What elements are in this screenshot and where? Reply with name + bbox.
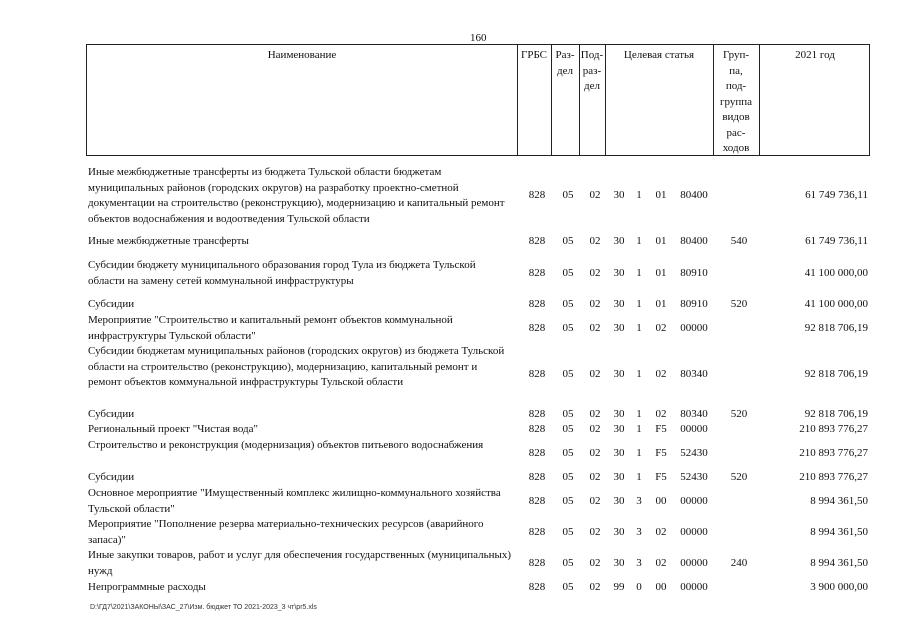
row-target-program: 30 [613,267,625,279]
header-razdel: Раз- дел [555,49,575,77]
table-row [88,258,868,289]
row-target-program: 30 [613,471,625,483]
row-grbs: 828 [528,408,546,420]
row-target-event: 01 [655,189,667,201]
row-name: Основное мероприятие "Имущественный комплекс жилищно-коммунального хозяйства Тульской области" [88,487,501,515]
row-target-program: 30 [613,495,625,507]
row-podrazdel: 02 [589,495,601,507]
row-name: Иные закупки товаров, работ и услуг для обеспечения государственных (муниципальных) нужд [88,549,512,577]
row-podrazdel: 02 [589,235,601,247]
row-grbs: 828 [528,189,546,201]
row-target-event: 01 [655,267,667,279]
row-amount: 92 818 706,19 [804,368,868,380]
row-target-program: 30 [613,368,625,380]
row-amount: 8 994 361,50 [810,526,868,538]
row-name: Мероприятие "Пополнение резерва материально-технических ресурсов (аварийного запаса)" [88,518,484,546]
row-target-subprogram: 1 [636,322,642,334]
header-year: 2021 год [795,49,835,61]
row-razdel: 05 [562,189,574,201]
row-razdel: 05 [562,423,574,435]
row-target-program: 30 [613,447,625,459]
row-amount: 210 893 776,27 [799,471,868,483]
row-grbs: 828 [528,235,546,247]
row-target-event: 02 [655,368,667,380]
row-target-subprogram: 1 [636,447,642,459]
row-target-event: F5 [655,471,667,483]
row-name: Мероприятие "Строительство и капитальный ремонт объектов коммунальной инфраструктуры Тульской области" [88,314,453,342]
row-target-direction: 52430 [680,447,708,459]
row-target-event: 00 [655,495,667,507]
row-razdel: 05 [562,581,574,593]
row-target-event: 01 [655,298,667,310]
row-amount: 3 900 000,00 [810,581,868,593]
table-row [88,438,868,469]
row-target-event: 02 [655,526,667,538]
row-grbs: 828 [528,368,546,380]
row-podrazdel: 02 [589,526,601,538]
page-number: 160 [470,32,487,44]
row-amount: 61 749 736,11 [805,235,868,247]
table-row [88,344,868,406]
row-target-event: F5 [655,447,667,459]
row-target-direction: 00000 [680,322,708,334]
row-target-direction: 80400 [680,189,708,201]
row-target-program: 30 [613,526,625,538]
row-podrazdel: 02 [589,581,601,593]
row-name: Строительство и реконструкция (модернизация) объектов питьевого водоснабжения [88,439,484,451]
file-path-footer: D:\ГД7\2021\ЗАКОНЫ\ЗАС_27\Изм. бюджет ТО 2021-2023_3 чт\pr5.xls [90,604,317,611]
row-group: 540 [730,235,748,247]
row-target-subprogram: 1 [636,189,642,201]
row-podrazdel: 02 [589,423,601,435]
row-name: Субсидии бюджету муниципального образования город Тула из бюджета Тульской области на замену сетей коммунальной инфраструктуры [88,259,476,287]
row-podrazdel: 02 [589,189,601,201]
row-name: Субсидии [88,471,135,483]
row-target-subprogram: 3 [636,526,642,538]
row-target-subprogram: 3 [636,495,642,507]
row-target-subprogram: 1 [636,423,642,435]
row-name: Непрограммные расходы [88,581,206,593]
row-amount: 210 893 776,27 [799,447,868,459]
row-podrazdel: 02 [589,471,601,483]
row-razdel: 05 [562,322,574,334]
row-target-subprogram: 0 [636,581,642,593]
row-grbs: 828 [528,423,546,435]
row-amount: 8 994 361,50 [810,557,868,569]
row-target-direction: 00000 [680,526,708,538]
header-name: Наименование [267,49,337,61]
row-grbs: 828 [528,267,546,279]
row-razdel: 05 [562,267,574,279]
row-razdel: 05 [562,471,574,483]
row-group: 240 [730,557,748,569]
row-name: Иные межбюджетные трансферты [88,235,249,247]
row-target-program: 30 [613,423,625,435]
row-grbs: 828 [528,526,546,538]
row-target-subprogram: 1 [636,298,642,310]
row-target-direction: 80340 [680,368,708,380]
row-amount: 8 994 361,50 [810,495,868,507]
table-row [88,580,868,596]
row-target-program: 99 [613,581,625,593]
row-grbs: 828 [528,447,546,459]
row-razdel: 05 [562,298,574,310]
row-razdel: 05 [562,557,574,569]
row-grbs: 828 [528,298,546,310]
row-target-program: 30 [613,189,625,201]
table-row [88,486,868,517]
row-group: 520 [730,471,748,483]
row-razdel: 05 [562,495,574,507]
row-target-event: 02 [655,408,667,420]
row-name: Субсидии [88,298,135,310]
row-podrazdel: 02 [589,298,601,310]
row-target-direction: 00000 [680,423,708,435]
table-row [88,422,868,438]
row-target-direction: 00000 [680,495,708,507]
row-target-event: F5 [655,423,667,435]
row-podrazdel: 02 [589,557,601,569]
row-amount: 92 818 706,19 [804,322,868,334]
header-target: Целевая статья [623,49,695,61]
row-target-event: 02 [655,557,667,569]
row-target-subprogram: 1 [636,471,642,483]
row-amount: 41 100 000,00 [804,267,868,279]
row-razdel: 05 [562,447,574,459]
table-row [88,234,868,250]
row-target-direction: 80910 [680,298,708,310]
header-podrazdel: Под- раз- дел [580,49,604,92]
row-podrazdel: 02 [589,322,601,334]
row-amount: 41 100 000,00 [804,298,868,310]
table-row [88,407,868,423]
row-name: Субсидии [88,408,135,420]
row-target-direction: 80340 [680,408,708,420]
row-target-direction: 52430 [680,471,708,483]
row-group: 520 [730,298,748,310]
header-group: Груп- па, под- группа видов рас- ходов [719,49,753,154]
row-target-direction: 00000 [680,557,708,569]
row-amount: 61 749 736,11 [805,189,868,201]
row-target-subprogram: 1 [636,408,642,420]
row-target-program: 30 [613,298,625,310]
table-row [88,517,868,548]
row-razdel: 05 [562,408,574,420]
row-target-program: 30 [613,322,625,334]
row-target-subprogram: 1 [636,235,642,247]
header-grbs: ГРБС [520,49,548,61]
table-row [88,470,868,486]
row-razdel: 05 [562,526,574,538]
row-target-direction: 00000 [680,581,708,593]
row-group: 520 [730,408,748,420]
row-amount: 92 818 706,19 [804,408,868,420]
row-podrazdel: 02 [589,447,601,459]
row-podrazdel: 02 [589,267,601,279]
row-target-event: 01 [655,235,667,247]
row-name: Региональный проект "Чистая вода" [88,423,259,435]
table-row [88,548,868,579]
row-grbs: 828 [528,581,546,593]
row-grbs: 828 [528,557,546,569]
row-target-event: 00 [655,581,667,593]
table-row [88,165,868,227]
row-name: Иные межбюджетные трансферты из бюджета Тульской области бюджетам муниципальных районов (городских округов) на разработку проектно-сметной документации на строительство (реконструкцию), модернизацию и капитальный ремонт объектов водоснабжения и водоотведения Тульской области [88,166,505,225]
row-grbs: 828 [528,495,546,507]
table-row [88,313,868,344]
row-name: Субсидии бюджетам муниципальных районов (городских округов) из бюджета Тульской области на строительство (реконструкцию), модернизацию, капитальный ремонт и ремонт объектов коммунальной инфраструктуры Тульской области [88,345,505,388]
row-amount: 210 893 776,27 [799,423,868,435]
row-target-direction: 80910 [680,267,708,279]
row-target-subprogram: 1 [636,368,642,380]
row-target-subprogram: 1 [636,267,642,279]
row-target-subprogram: 3 [636,557,642,569]
row-target-program: 30 [613,235,625,247]
row-target-event: 02 [655,322,667,334]
table-row [88,297,868,313]
row-target-direction: 80400 [680,235,708,247]
row-podrazdel: 02 [589,368,601,380]
row-grbs: 828 [528,471,546,483]
row-podrazdel: 02 [589,408,601,420]
row-razdel: 05 [562,235,574,247]
row-grbs: 828 [528,322,546,334]
row-razdel: 05 [562,368,574,380]
row-target-program: 30 [613,557,625,569]
row-target-program: 30 [613,408,625,420]
